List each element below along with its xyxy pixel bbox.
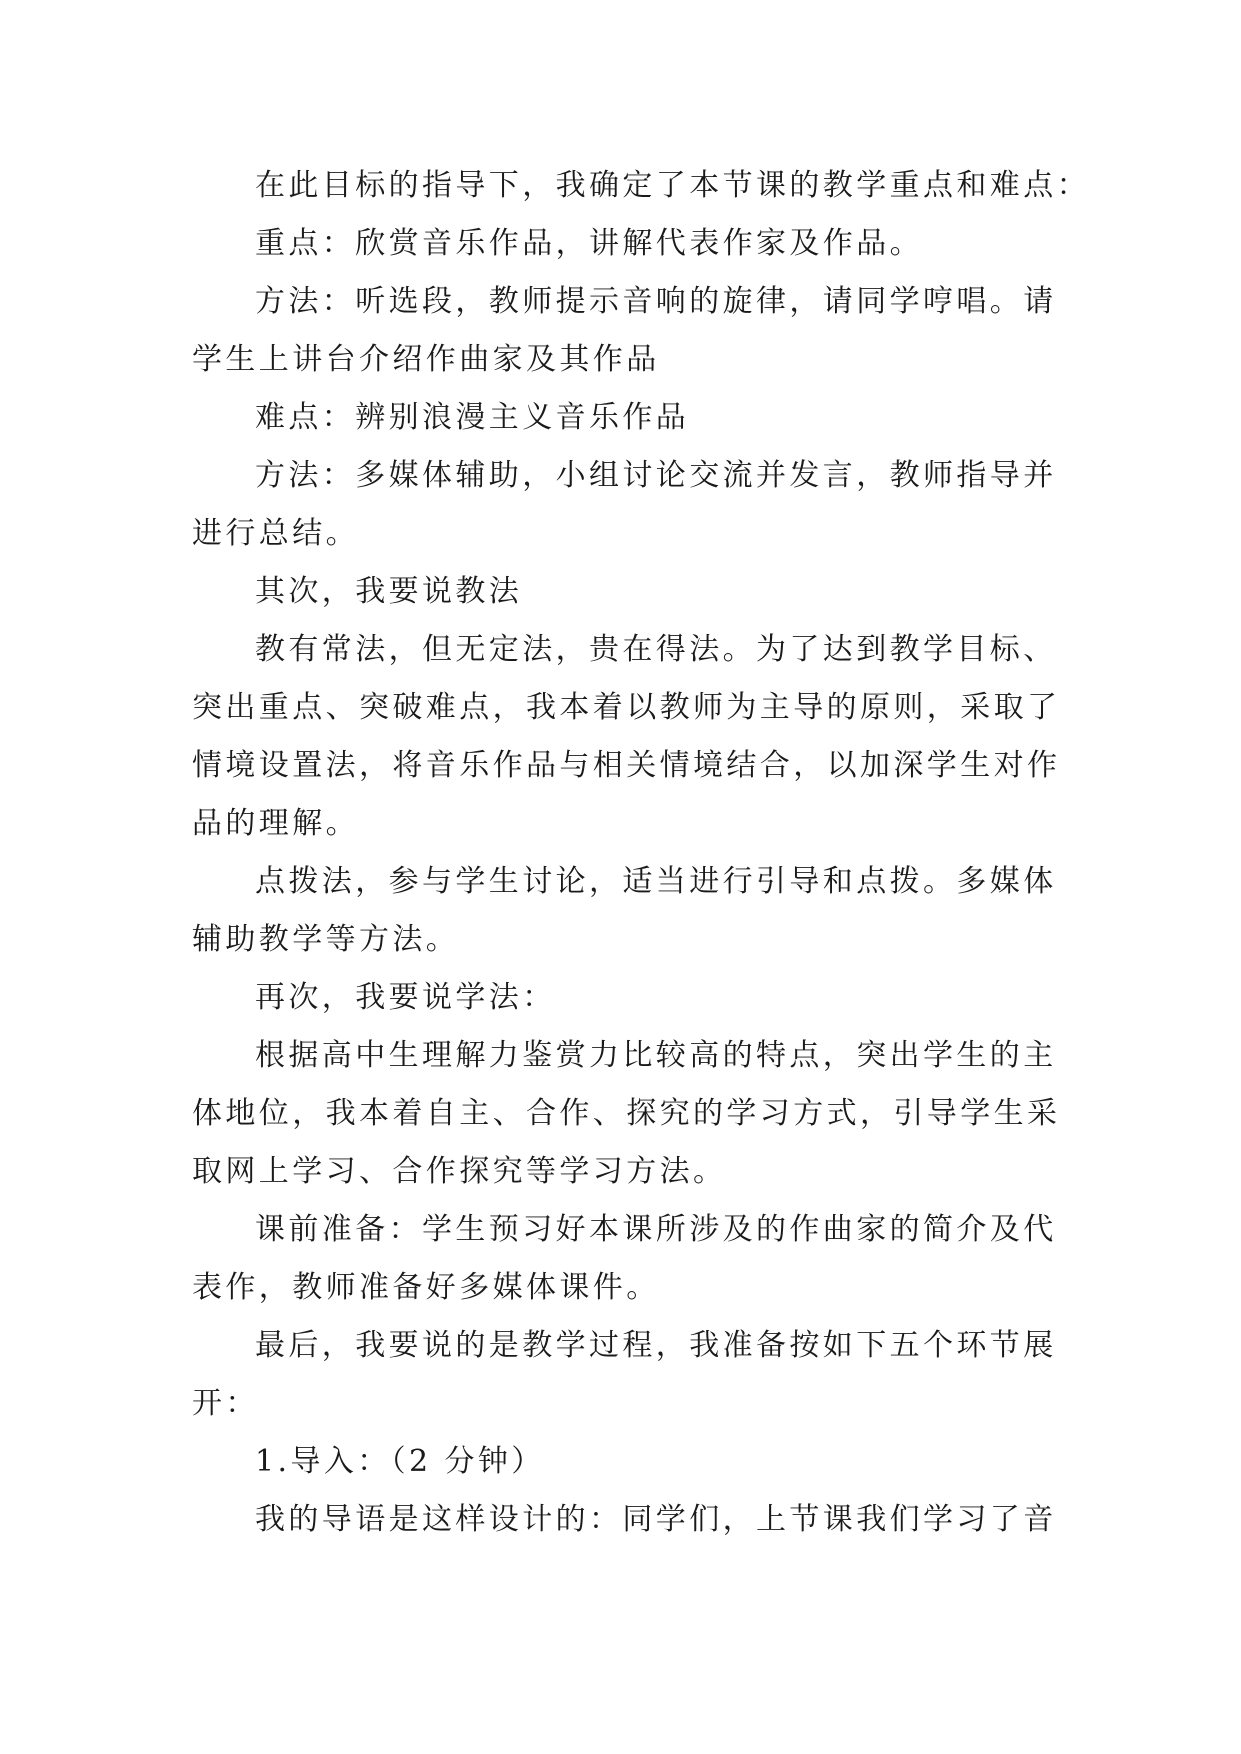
text-line: 教有常法，但无定法，贵在得法。为了达到教学目标、 (255, 632, 1057, 667)
text-line: 最后，我要说的是教学过程，我准备按如下五个环节展 (255, 1328, 1057, 1363)
text-line: 情境设置法，将音乐作品与相关情境结合，以加深学生对作 (192, 748, 1061, 783)
text-line: 学生上讲台介绍作曲家及其作品 (192, 342, 660, 377)
text-line: 点拨法，参与学生讨论，适当进行引导和点拨。多媒体 (255, 864, 1057, 899)
text-line: 在此目标的指导下，我确定了本节课的教学重点和难点： (255, 168, 1090, 203)
text-line: 取网上学习、合作探究等学习方法。 (192, 1154, 727, 1189)
text-line: 根据高中生理解力鉴赏力比较高的特点，突出学生的主 (255, 1038, 1057, 1073)
text-line: 其次，我要说教法 (255, 574, 523, 609)
text-line: 体地位，我本着自主、合作、探究的学习方式，引导学生采 (192, 1096, 1061, 1131)
text-line: 1.导入：（2 分钟） (255, 1444, 545, 1479)
text-line: 重点：欣赏音乐作品，讲解代表作家及作品。 (255, 226, 923, 261)
text-line: 突出重点、突破难点，我本着以教师为主导的原则，采取了 (192, 690, 1061, 725)
text-line: 难点：辨别浪漫主义音乐作品 (255, 400, 690, 435)
text-line: 方法：听选段，教师提示音响的旋律，请同学哼唱。请 (255, 284, 1057, 319)
text-line: 课前准备：学生预习好本课所涉及的作曲家的简介及代 (255, 1212, 1057, 1247)
text-line: 我的导语是这样设计的：同学们，上节课我们学习了音 (255, 1502, 1057, 1537)
text-line: 表作，教师准备好多媒体课件。 (192, 1270, 660, 1305)
text-line: 方法：多媒体辅助，小组讨论交流并发言，教师指导并 (255, 458, 1057, 493)
text-line: 开： (192, 1386, 259, 1421)
text-line: 品的理解。 (192, 806, 359, 841)
text-line: 辅助教学等方法。 (192, 922, 460, 957)
text-line: 再次，我要说学法： (255, 980, 556, 1015)
text-line: 进行总结。 (192, 516, 359, 551)
